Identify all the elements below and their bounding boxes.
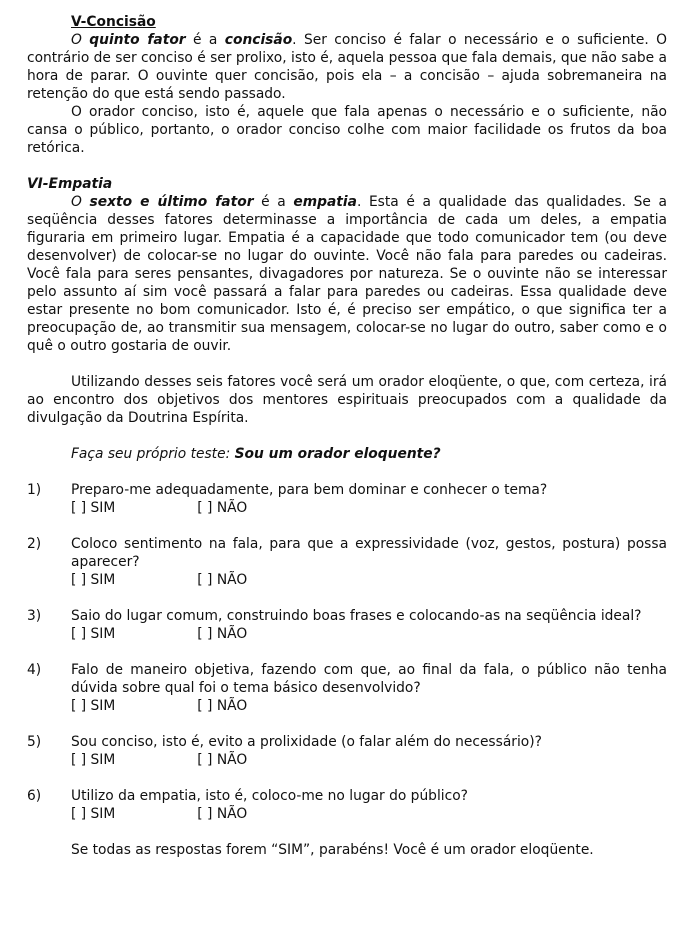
checkbox-nao[interactable]: [ ]	[197, 572, 213, 588]
answer-options	[71, 625, 667, 643]
section-heading-concisao: V-Concisão	[71, 14, 156, 30]
checkbox-sim[interactable]: [ ]	[71, 806, 87, 822]
text-emphasis: quinto fator	[89, 32, 186, 48]
question-number: 1)	[27, 482, 42, 498]
final-note: Se todas as respostas forem “SIM”, parabéns! Você é um orador eloqüente.	[71, 842, 594, 858]
option-sim[interactable]	[71, 571, 115, 589]
answer-options	[71, 751, 667, 769]
paragraph-concisao-1	[27, 31, 667, 103]
option-nao[interactable]	[197, 805, 247, 823]
question-item	[27, 481, 667, 517]
checkbox-nao[interactable]: [ ]	[197, 752, 213, 768]
question-text: Preparo-me adequadamente, para bem dominar e conhecer o tema?	[71, 482, 548, 498]
answer-options	[71, 499, 667, 517]
question-number: 4)	[27, 662, 42, 678]
test-intro	[27, 445, 667, 463]
question-number: 5)	[27, 734, 42, 750]
text-emphasis: empatia	[293, 194, 357, 210]
question-text: Falo de maneiro objetiva, fazendo com que, ao final da fala, o público não tenha dúvida sobre qual foi o tema básico desenvolvido?	[71, 662, 667, 696]
checkbox-nao[interactable]: [ ]	[197, 806, 213, 822]
option-sim-label: SIM	[90, 500, 116, 516]
question-text: Coloco sentimento na fala, para que a expressividade (voz, gestos, postura) possa aparecer?	[71, 536, 667, 570]
option-nao-label: NÃO	[216, 806, 248, 822]
text: . Ser conciso é falar o necessário e o suficiente. O contrário de ser conciso é ser prolixo, isto é, aquela pessoa que fala demais, que não sabe a hora de parar. O ouvinte quer concisão, pois ela – a concisão – ajuda sobremaneira na retenção do que está sendo passado.	[27, 32, 667, 102]
question-item	[27, 661, 667, 715]
option-nao-label: NÃO	[216, 698, 248, 714]
checkbox-sim[interactable]: [ ]	[71, 752, 87, 768]
question-text: Sou conciso, isto é, evito a prolixidade (o falar além do necessário)?	[71, 734, 542, 750]
question-number: 2)	[27, 536, 42, 552]
option-nao[interactable]	[197, 697, 247, 715]
question-item	[27, 607, 667, 643]
answer-options	[71, 805, 667, 823]
option-nao[interactable]	[197, 499, 247, 517]
option-sim-label: SIM	[90, 806, 116, 822]
text: Faça seu próprio teste:	[71, 446, 235, 462]
checkbox-sim[interactable]: [ ]	[71, 698, 87, 714]
question-item	[27, 787, 667, 823]
text: é a	[253, 194, 294, 210]
section-heading-empatia: VI-Empatia	[27, 176, 113, 192]
text: O	[71, 194, 90, 210]
option-sim-label: SIM	[90, 698, 116, 714]
answer-options	[71, 571, 667, 589]
option-sim[interactable]	[71, 805, 115, 823]
option-sim[interactable]	[71, 751, 115, 769]
test-title: Sou um orador eloquente?	[234, 446, 441, 462]
question-text: Saio do lugar comum, construindo boas frases e colocando-as na seqüência ideal?	[71, 608, 642, 624]
option-sim-label: SIM	[90, 572, 116, 588]
question-number: 6)	[27, 788, 42, 804]
paragraph-conclusion: Utilizando desses seis fatores você será um orador eloqüente, o que, com certeza, irá ao encontro dos objetivos dos mentores espirituais preocupados com a qualidade da divulgação da Doutrina Espírita.	[27, 374, 667, 426]
text-emphasis: concisão	[224, 32, 293, 48]
paragraph-concisao-2: O orador conciso, isto é, aquele que fala apenas o necessário e o suficiente, não cansa o público, portanto, o orador conciso colhe com maior facilidade os frutos da boa retórica.	[27, 104, 667, 156]
option-sim[interactable]	[71, 499, 115, 517]
text-emphasis: sexto e último fator	[89, 194, 254, 210]
option-nao-label: NÃO	[216, 626, 248, 642]
question-item	[27, 733, 667, 769]
option-nao[interactable]	[197, 625, 247, 643]
question-list	[27, 481, 667, 841]
option-nao-label: NÃO	[216, 500, 248, 516]
text: O	[71, 32, 90, 48]
question-text: Utilizo da empatia, isto é, coloco-me no lugar do público?	[71, 788, 468, 804]
option-nao[interactable]	[197, 571, 247, 589]
checkbox-sim[interactable]: [ ]	[71, 626, 87, 642]
option-nao-label: NÃO	[216, 752, 248, 768]
text: é a	[185, 32, 225, 48]
checkbox-nao[interactable]: [ ]	[197, 698, 213, 714]
question-number: 3)	[27, 608, 42, 624]
text: . Esta é a qualidade das qualidades. Se a seqüência desses fatores determinasse a importância de cada um deles, a empatia figuraria em primeiro lugar. Empatia é a capacidade que todo comunicador tem (ou deve desenvolver) de colocar-se no lugar do ouvinte. Você não fala para paredes ou cadeiras. Você fala para seres pensantes, divagadores por natureza. Se o ouvinte não se interessar pelo assunto aí sim você passará a falar para paredes ou cadeiras. Essa qualidade deve estar presente no bom comunicador. Isto é, é preciso ser empático, o que significa ter a preocupação de, ao transmitir sua mensagem, colocar-se no lugar do outro, saber como e o quê o outro gostaria de ouvir.	[27, 194, 667, 354]
option-sim-label: SIM	[90, 752, 116, 768]
checkbox-sim[interactable]: [ ]	[71, 572, 87, 588]
checkbox-nao[interactable]: [ ]	[197, 500, 213, 516]
checkbox-nao[interactable]: [ ]	[197, 626, 213, 642]
option-nao-label: NÃO	[216, 572, 248, 588]
checkbox-sim[interactable]: [ ]	[71, 500, 87, 516]
option-sim[interactable]	[71, 625, 115, 643]
option-sim-label: SIM	[90, 626, 116, 642]
question-item	[27, 535, 667, 589]
option-nao[interactable]	[197, 751, 247, 769]
option-sim[interactable]	[71, 697, 115, 715]
paragraph-empatia	[27, 193, 667, 355]
answer-options	[71, 697, 667, 715]
